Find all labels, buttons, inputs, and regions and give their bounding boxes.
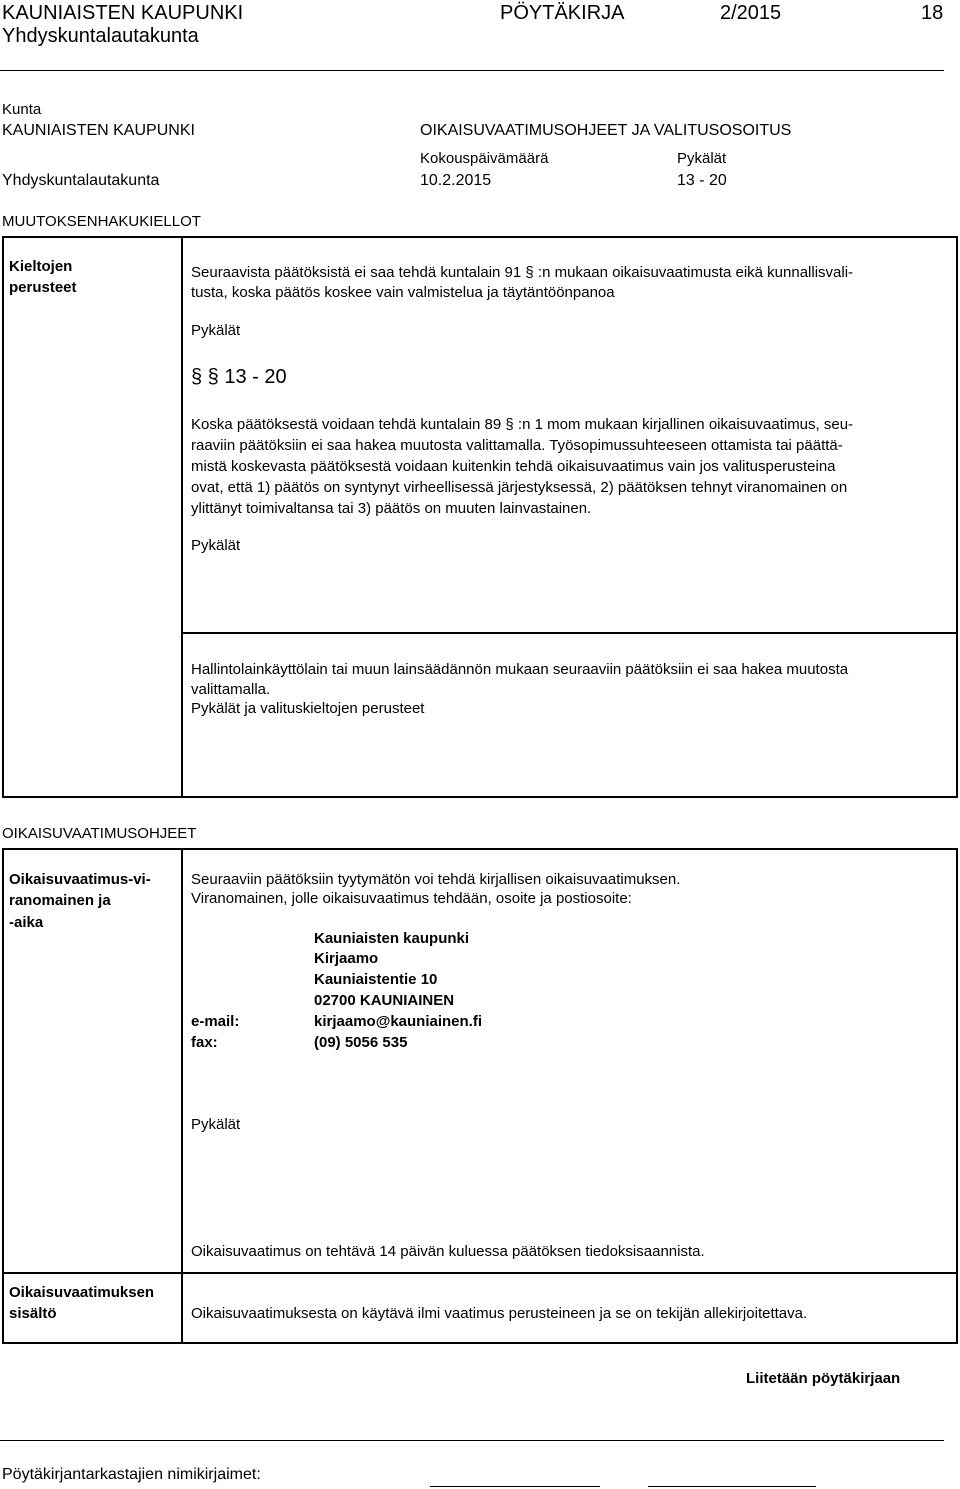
deadline-text: Oikaisuvaatimus on tehtävä 14 päivän kuluessa päätöksen tiedoksisaannista.: [191, 1243, 705, 1260]
para2-line4: ovat, että 1) päätös on syntynyt virheellisessä järjestyksessä, 2) päätöksen tehnyt viranomainen on: [191, 479, 848, 496]
oikaisu-line1: Seuraaviin päätöksiin tyytymätön voi tehdä kirjallisen oikaisuvaatimuksen.: [191, 871, 681, 888]
muutoksenhaku-heading: MUUTOKSENHAKUKIELLOT: [2, 213, 201, 230]
footer-divider: [0, 1440, 944, 1441]
header-page-number: 18: [921, 2, 944, 24]
oikaisu-line2: Viranomainen, jolle oikaisuvaatimus tehdään, osoite ja postiosoite:: [191, 890, 632, 907]
para1-line1: Seuraavista päätöksistä ei saa tehdä kuntalain 91 § :n mukaan oikaisuvaatimusta eikä kunnallisvali-: [191, 264, 854, 281]
para2-line5: ylittänyt toimivaltansa tai 3) päätös on muuten lainvastainen.: [191, 500, 592, 517]
content-label-1: Oikaisuvaatimuksen: [9, 1284, 155, 1301]
section-title: OIKAISUVAATIMUSOHJEET JA VALITUSOSOITUS: [420, 122, 792, 139]
meta-board: Yhdyskuntalautakunta: [2, 172, 160, 189]
sections-label: Pykälät: [677, 150, 727, 167]
para2-line1: Koska päätöksestä voidaan tehdä kuntalain 89 § :n 1 mom mukaan kirjallinen oikaisuvaatimus, seu-: [191, 416, 854, 433]
muutoksenhaku-divider: [183, 632, 956, 634]
email-value[interactable]: kirjaamo@kauniainen.fi: [314, 1013, 483, 1030]
kieltojen-label-1: Kieltojen: [9, 258, 73, 275]
signature-line-2[interactable]: [648, 1486, 816, 1487]
sections-list: § § 13 - 20: [191, 366, 287, 388]
email-label: e-mail:: [191, 1013, 240, 1030]
para2-line3: mistä koskevasta päätöksestä voidaan kuitenkin tehdä oikaisuvaatimus vain jos valitusperusteina: [191, 458, 836, 475]
pykalat-label-2: Pykälät: [191, 537, 241, 554]
header-doc-type: PÖYTÄKIRJA: [500, 2, 625, 24]
meta-sections-value: 13 - 20: [677, 172, 727, 189]
meta-date-value: 10.2.2015: [420, 172, 492, 189]
pykalat-label-1: Pykälät: [191, 322, 241, 339]
date-label: Kokouspäivämäärä: [420, 150, 549, 167]
address-line-2: Kirjaamo: [314, 950, 379, 967]
address-line-3: Kauniaistentie 10: [314, 971, 438, 988]
signatures-label: Pöytäkirjantarkastajien nimikirjaimet:: [2, 1466, 261, 1483]
para1-line2: tusta, koska päätös koskee vain valmistelua ja täytäntöönpanoa: [191, 284, 615, 301]
oikaisu-label-1: Oikaisuvaatimus-vi-: [9, 871, 151, 888]
header-city: KAUNIAISTEN KAUPUNKI: [2, 2, 244, 24]
para3-line1: Hallintolainkäyttölain tai muun lainsäädännön mukaan seuraaviin päätöksiin ei saa hakea muutosta: [191, 661, 849, 678]
header-doc-number: 2/2015: [720, 2, 782, 24]
content-text: Oikaisuvaatimuksesta on käytävä ilmi vaatimus perusteineen ja se on tekijän allekirjoitettava.: [191, 1305, 808, 1322]
kieltojen-label-2: perusteet: [9, 279, 77, 296]
oikaisu-pykalat: Pykälät: [191, 1116, 241, 1133]
header-board: Yhdyskuntalautakunta: [2, 25, 199, 47]
fax-value: (09) 5056 535: [314, 1034, 408, 1051]
kunta-value: KAUNIAISTEN KAUPUNKI: [2, 122, 195, 139]
address-line-1: Kauniaisten kaupunki: [314, 930, 470, 947]
oikaisu-heading: OIKAISUVAATIMUSOHJEET: [2, 825, 197, 842]
para3-line2: valittamalla.: [191, 681, 271, 698]
oikaisu-label-2: ranomainen ja: [9, 892, 111, 909]
content-label-2: sisältö: [9, 1305, 57, 1322]
address-line-4: 02700 KAUNIAINEN: [314, 992, 455, 1009]
fax-label: fax:: [191, 1034, 218, 1051]
pykalat-label-3: Pykälät ja valituskieltojen perusteet: [191, 700, 425, 717]
para2-line2: raaviin päätöksiin ei saa hakea muutosta valittamalla. Työsopimussuhteeseen ottamista tai päättä-: [191, 437, 843, 454]
header-divider: [0, 70, 944, 71]
oikaisu-label-3: -aika: [9, 914, 44, 931]
signature-line-1[interactable]: [430, 1486, 600, 1487]
attach-note: Liitetään pöytäkirjaan: [746, 1370, 901, 1387]
kunta-label: Kunta: [2, 101, 42, 118]
